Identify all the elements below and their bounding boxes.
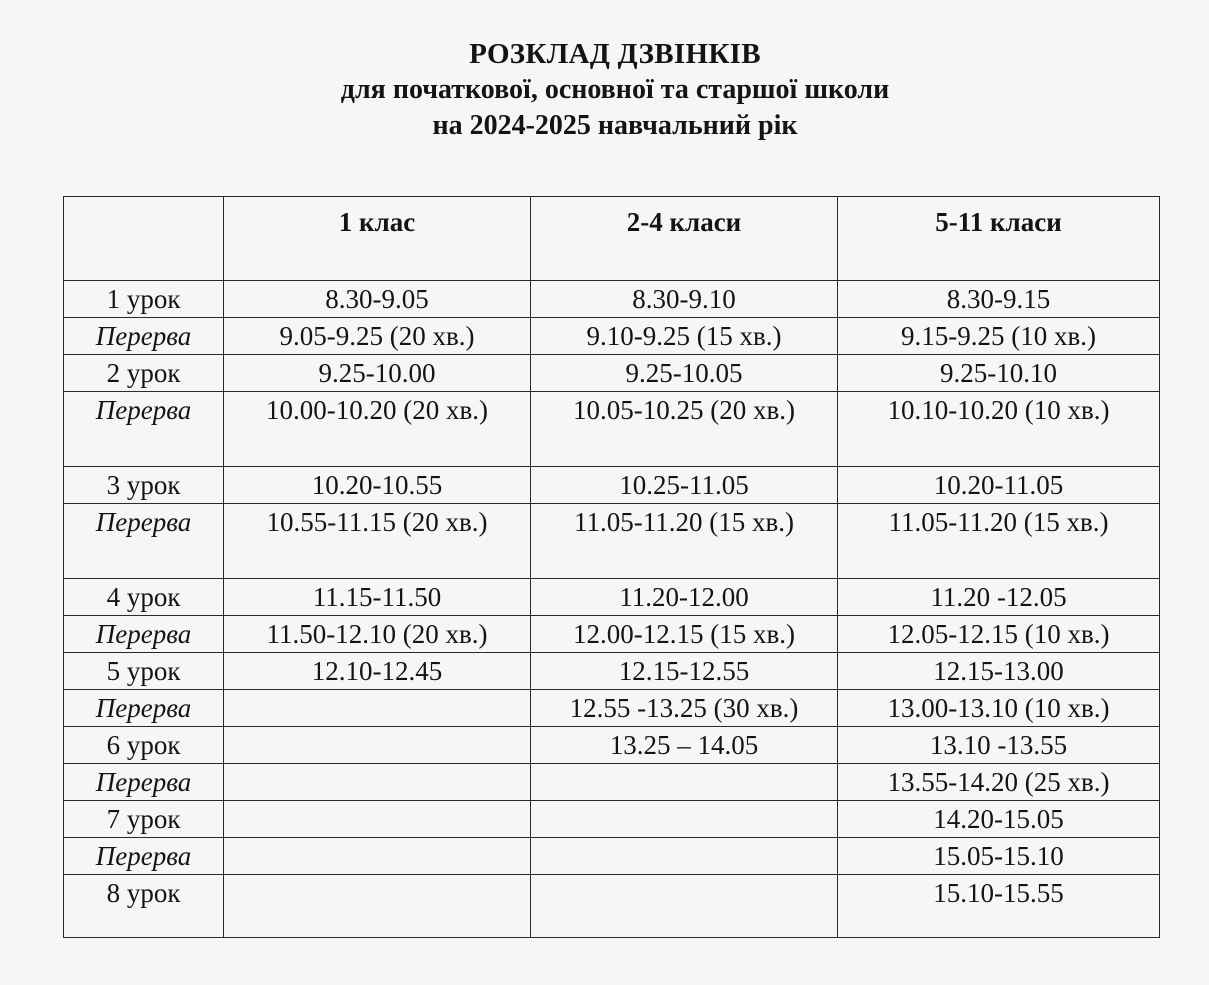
header-grades-2-4: 2-4 класи bbox=[531, 197, 838, 281]
cell-grade-1: 12.10-12.45 bbox=[224, 653, 531, 690]
cell-grade-1: 10.55-11.15 (20 хв.) bbox=[224, 504, 531, 579]
row-label: Перерва bbox=[64, 318, 224, 355]
table-row bbox=[64, 727, 1160, 764]
table-row bbox=[64, 653, 1160, 690]
cell-grades-2-4: 9.10-9.25 (15 хв.) bbox=[531, 318, 838, 355]
cell-grade-1: 8.30-9.05 bbox=[224, 281, 531, 318]
row-label: Перерва bbox=[64, 616, 224, 653]
table-row bbox=[64, 690, 1160, 727]
row-label: 2 урок bbox=[64, 355, 224, 392]
cell-grade-1 bbox=[224, 838, 531, 875]
row-label: 1 урок bbox=[64, 281, 224, 318]
row-label: 7 урок bbox=[64, 801, 224, 838]
cell-grades-2-4: 11.05-11.20 (15 хв.) bbox=[531, 504, 838, 579]
table-row bbox=[64, 467, 1160, 504]
cell-grades-5-11: 13.55-14.20 (25 хв.) bbox=[838, 764, 1160, 801]
table-row bbox=[64, 764, 1160, 801]
cell-grade-1: 9.05-9.25 (20 хв.) bbox=[224, 318, 531, 355]
bell-schedule-table bbox=[63, 196, 1160, 938]
title-line-2: для початкової, основної та старшої школи bbox=[340, 74, 890, 105]
cell-grades-2-4: 12.15-12.55 bbox=[531, 653, 838, 690]
cell-grade-1: 10.00-10.20 (20 хв.) bbox=[224, 392, 531, 467]
table-row bbox=[64, 801, 1160, 838]
table-row bbox=[64, 616, 1160, 653]
cell-grades-2-4 bbox=[531, 801, 838, 838]
header-row bbox=[64, 197, 1160, 281]
cell-grade-1 bbox=[224, 727, 531, 764]
cell-grades-2-4: 12.00-12.15 (15 хв.) bbox=[531, 616, 838, 653]
document-title bbox=[0, 36, 1209, 144]
header-grade-1: 1 клас bbox=[224, 197, 531, 281]
row-label: Перерва bbox=[64, 504, 224, 579]
cell-grades-2-4: 13.25 – 14.05 bbox=[531, 727, 838, 764]
cell-grades-5-11: 11.20 -12.05 bbox=[838, 579, 1160, 616]
cell-grades-5-11: 12.05-12.15 (10 хв.) bbox=[838, 616, 1160, 653]
row-label: Перерва bbox=[64, 690, 224, 727]
cell-grades-5-11: 15.05-15.10 bbox=[838, 838, 1160, 875]
row-label: Перерва bbox=[64, 764, 224, 801]
cell-grades-5-11: 10.20-11.05 bbox=[838, 467, 1160, 504]
cell-grades-5-11: 13.10 -13.55 bbox=[838, 727, 1160, 764]
table-row bbox=[64, 838, 1160, 875]
cell-grades-5-11: 10.10-10.20 (10 хв.) bbox=[838, 392, 1160, 467]
table-row bbox=[64, 355, 1160, 392]
cell-grades-5-11: 9.15-9.25 (10 хв.) bbox=[838, 318, 1160, 355]
cell-grades-5-11: 12.15-13.00 bbox=[838, 653, 1160, 690]
cell-grades-2-4: 9.25-10.05 bbox=[531, 355, 838, 392]
cell-grade-1 bbox=[224, 690, 531, 727]
cell-grades-2-4: 10.25-11.05 bbox=[531, 467, 838, 504]
cell-grade-1: 11.50-12.10 (20 хв.) bbox=[224, 616, 531, 653]
cell-grades-5-11: 13.00-13.10 (10 хв.) bbox=[838, 690, 1160, 727]
cell-grades-2-4 bbox=[531, 764, 838, 801]
row-label: 8 урок bbox=[64, 875, 224, 938]
table-row bbox=[64, 281, 1160, 318]
cell-grade-1: 11.15-11.50 bbox=[224, 579, 531, 616]
cell-grades-2-4 bbox=[531, 875, 838, 938]
cell-grades-5-11: 14.20-15.05 bbox=[838, 801, 1160, 838]
cell-grades-5-11: 9.25-10.10 bbox=[838, 355, 1160, 392]
title-line-1: РОЗКЛАД ДЗВІНКІВ bbox=[469, 38, 761, 70]
cell-grades-2-4: 10.05-10.25 (20 хв.) bbox=[531, 392, 838, 467]
cell-grades-2-4: 12.55 -13.25 (30 хв.) bbox=[531, 690, 838, 727]
cell-grade-1 bbox=[224, 875, 531, 938]
row-label: Перерва bbox=[64, 838, 224, 875]
cell-grade-1: 10.20-10.55 bbox=[224, 467, 531, 504]
row-label: 4 урок bbox=[64, 579, 224, 616]
table-row bbox=[64, 504, 1160, 579]
table-row bbox=[64, 392, 1160, 467]
table-row bbox=[64, 579, 1160, 616]
cell-grades-2-4: 8.30-9.10 bbox=[531, 281, 838, 318]
row-label: 3 урок bbox=[64, 467, 224, 504]
row-label: 5 урок bbox=[64, 653, 224, 690]
cell-grade-1: 9.25-10.00 bbox=[224, 355, 531, 392]
cell-grade-1 bbox=[224, 764, 531, 801]
row-label: 6 урок bbox=[64, 727, 224, 764]
title-line-3: на 2024-2025 навчальний рік bbox=[432, 110, 798, 141]
row-label: Перерва bbox=[64, 392, 224, 467]
header-blank-cell bbox=[64, 197, 224, 281]
cell-grades-5-11: 11.05-11.20 (15 хв.) bbox=[838, 504, 1160, 579]
cell-grades-2-4: 11.20-12.00 bbox=[531, 579, 838, 616]
header-grades-5-11: 5-11 класи bbox=[838, 197, 1160, 281]
cell-grades-5-11: 15.10-15.55 bbox=[838, 875, 1160, 938]
cell-grades-2-4 bbox=[531, 838, 838, 875]
cell-grades-5-11: 8.30-9.15 bbox=[838, 281, 1160, 318]
cell-grade-1 bbox=[224, 801, 531, 838]
table-row bbox=[64, 875, 1160, 938]
table-row bbox=[64, 318, 1160, 355]
